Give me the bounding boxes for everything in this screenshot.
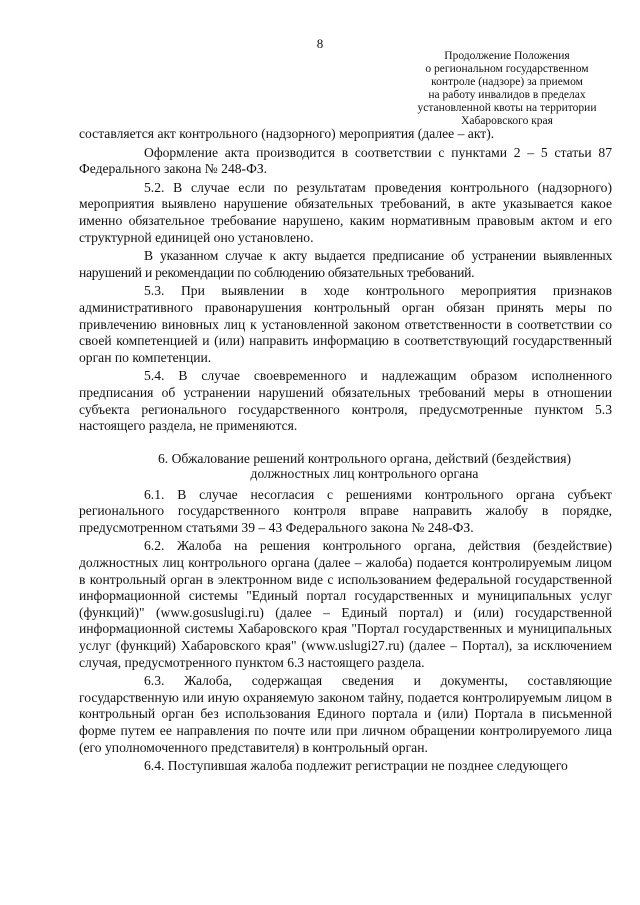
header-line: на работу инвалидов в пределах bbox=[428, 89, 586, 101]
section-heading-line: должностных лиц контрольного органа bbox=[250, 465, 479, 481]
paragraph: Оформление акта производится в соответствии с пунктами 2 – 5 статьи 87 Федерального закона № 248-ФЗ. bbox=[79, 144, 612, 177]
paragraph-6-4: 6.4. Поступившая жалоба подлежит регистрации не позднее следующего bbox=[144, 758, 568, 774]
body-text bbox=[79, 126, 612, 777]
section-heading bbox=[79, 451, 612, 481]
header-line: Продолжение Положения bbox=[444, 50, 570, 62]
header-line: контроле (надзоре) за приемом bbox=[431, 76, 583, 88]
paragraph-6-1: 6.1. В случае несогласия с решениями контрольного органа субъект регионального государственного контроля вправе направить жалобу в порядке, предусмотренном статьями 39 – 43 Федерального закона № 248-ФЗ. bbox=[79, 486, 612, 535]
header-line: о региональном государственном bbox=[425, 63, 589, 75]
paragraph-6-3: 6.3. Жалоба, содержащая сведения и документы, составляющие государственную или иную охраняемую законом тайну, подается контролируемым лицом в контрольный орган без использования Единого портала и (или) Портала в письменной форме путем ее направления по почте или при личном обращении контролируемого лица (его уполномоченного представителя) в контрольный орган. bbox=[79, 673, 612, 755]
paragraph: В указанном случае к акту выдается предписание об устранении выявленных нарушений и рекомендации по соблюдению обязательных требований. bbox=[79, 248, 612, 280]
header-line: Хабаровского края bbox=[461, 115, 553, 127]
paragraph-5-2: 5.2. В случае если по результатам проведения контрольного (надзорного) мероприятия выявлено нарушение обязательных требований, в акте указывается какое именно обязательное требование нарушено, каким нормативным правовым актом и его структурной единицей оно установлено. bbox=[79, 179, 612, 245]
header-line: установленной квоты на территории bbox=[417, 102, 597, 114]
section-heading-line: 6. Обжалование решений контрольного органа, действий (бездействия) bbox=[157, 450, 572, 466]
page-number: 8 bbox=[316, 36, 324, 51]
paragraph: составляется акт контрольного (надзорного) мероприятия (далее – акт). bbox=[79, 126, 495, 141]
paragraph-5-4: 5.4. В случае своевременного и надлежащим образом исполненного предписания об устранении нарушений обязательных требований меры в отношении субъекта регионального государственного контроля, предусмотренные пунктом 5.3 настоящего раздела, не применяются. bbox=[79, 368, 612, 434]
running-header bbox=[400, 50, 614, 128]
paragraph-5-3: 5.3. При выявлении в ходе контрольного мероприятия признаков административного правонарушения контрольный орган обязан принять меры по привлечению виновных лиц к установленной законом ответственности в соответствии со своей компетенцией и (или) направить информацию в соответствующий государственный орган по компетенции. bbox=[79, 283, 612, 365]
paragraph-6-2: 6.2. Жалоба на решения контрольного органа, действия (бездействие) должностных лиц контрольного органа (далее – жалоба) подается контролируемым лицом в контрольный орган в электронном виде с использованием федеральной государственной информационной системы "Единый портал государственных и муниципальных услуг (функций)" (www.gosuslugi.ru) (далее – Единый портал) и (или) государственной информационной системы Хабаровского края "Портал государственных и муниципальных услуг (функций) Хабаровского края" (www.uslugi27.ru) (далее – Портал), за исключением случая, предусмотренного пунктом 6.3 настоящего раздела. bbox=[79, 538, 612, 670]
